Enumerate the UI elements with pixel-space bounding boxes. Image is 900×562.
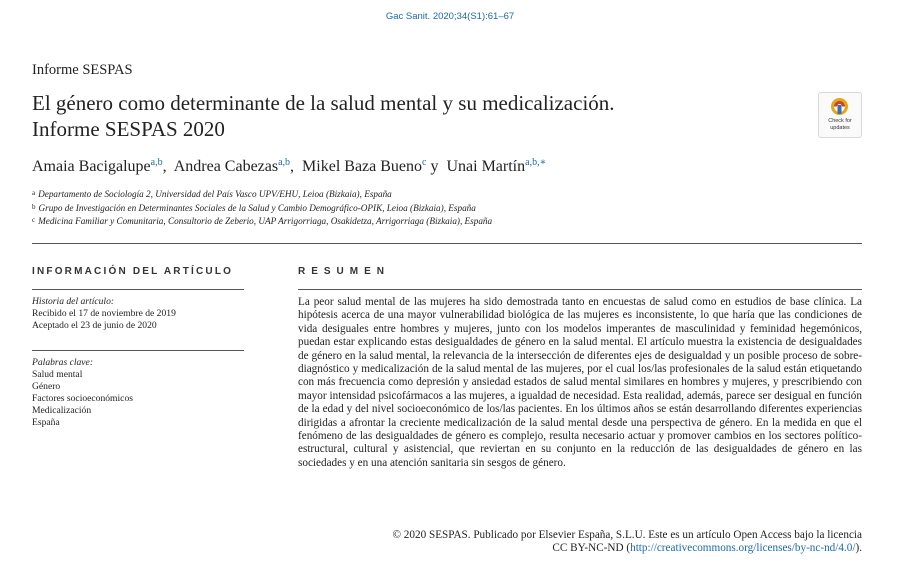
affiliations — [32, 187, 492, 228]
abstract-divider — [298, 289, 862, 290]
affiliation-item — [32, 214, 492, 228]
abstract-text: La peor salud mental de las mujeres ha sido demostrada tanto en encuestas de salud como en estudios de base clínica. La hipótesis acerca de una mayor vulnerabilidad biológica de las mujeres es inconsistente, lo que haría que las condiciones de vida desiguales entre hombres y mujeres, junto con los modelos imperantes de masculinidad y feminidad hegemónicos, puedan estar explicando estas desigualdades de género en la salud mental. El artículo muestra la existencia de desigualdades de género en la salud mental, la relevancia de la intersección de diferentes ejes de desigualdad y un posible proceso de sobre-diagnóstico y medicalización de la salud mental de las mujeres, por el cual los/las profesionales de la salud están etiquetando con más frecuencia como depresión y ansiedad estados de salud mental similares en hombres y mujeres, y prescribiendo con mayor intensidad psicofármacos a las mujeres, a igualdad de necesidad. Esta realidad, además, parece ser desigual en función de la edad y del nivel socioeconómico de los/las pacientes. En los últimos años se están desarrollando diferentes experiencias dirigidas a afrontar la creciente medicalización de la salud mental desde una perspectiva de género. En la medida en que el fenómeno de las desigualdades de género es complejo, resulta necesario actuar y promover cambios en los sectores político-estructural, cultural y asistencial, que reviertan en su conjunto en la reducción de las desigualdades de género en las sociedades y en una atención sanitaria sin sesgos de género. — [298, 296, 862, 469]
author-separator: , — [290, 158, 299, 175]
title-line-1: El género como determinante de la salud mental y su medicalización. — [32, 91, 615, 115]
badge-text — [819, 118, 861, 131]
author-affil-ref[interactable]: a,b — [278, 157, 291, 168]
license-prefix: CC BY-NC-ND ( — [552, 542, 631, 555]
affiliation-item — [32, 187, 492, 201]
affiliation-key: c — [32, 216, 36, 224]
info-divider — [32, 289, 244, 290]
author-list — [32, 158, 546, 176]
author-name[interactable]: Unai Martín — [446, 158, 526, 175]
section-label: Informe SESPAS — [32, 62, 133, 78]
received-date: Recibido el 17 de noviembre de 2019 — [32, 308, 176, 319]
author-name[interactable]: Andrea Cabezas — [173, 158, 279, 175]
history-label: Historia del artículo: — [32, 296, 115, 307]
accepted-date: Aceptado el 23 de junio de 2020 — [32, 320, 157, 331]
article-info-heading: INFORMACIÓN DEL ARTÍCULO — [32, 266, 234, 277]
author-name[interactable]: Amaia Bacigalupe — [32, 158, 151, 175]
license-link[interactable]: http://creativecommons.org/licenses/by-nc-nd/4.0/ — [630, 542, 856, 555]
badge-text-1: Check for — [828, 118, 852, 124]
crossmark-icon — [831, 98, 848, 115]
keyword-item: Salud mental — [32, 369, 83, 380]
affiliation-text: Grupo de Investigación en Determinantes Sociales de la Salud y Cambio Demográfico-OPIK, Leioa (Bizkaia), España — [38, 202, 476, 213]
license-suffix: ). — [855, 542, 862, 555]
author-affil-ref[interactable]: c — [422, 157, 427, 168]
author-separator: y — [426, 158, 443, 175]
keyword-item: España — [32, 417, 60, 428]
copyright-notice — [298, 529, 862, 556]
affiliation-item — [32, 201, 492, 215]
affiliation-text: Departamento de Sociología 2, Universidad del País Vasco UPV/EHU, Leioa (Bizkaia), España — [38, 189, 392, 199]
keyword-item: Factores socioeconómicos — [32, 393, 133, 404]
keywords — [32, 357, 133, 429]
keyword-item: Medicalización — [32, 405, 92, 416]
keywords-divider — [32, 350, 244, 351]
keywords-label: Palabras clave: — [32, 357, 94, 368]
copyright-line-2 — [298, 542, 862, 555]
check-for-updates-badge[interactable] — [818, 92, 862, 138]
keyword-item: Género — [32, 381, 61, 392]
affiliation-key: b — [32, 202, 36, 211]
article-title — [32, 90, 792, 142]
author-separator: , — [162, 158, 171, 175]
author-affil-ref[interactable]: a,b — [150, 157, 163, 168]
author-name[interactable]: Mikel Baza Bueno — [302, 158, 423, 175]
copyright-line-1: © 2020 SESPAS. Publicado por Elsevier España, S.L.U. Este es un artículo Open Access bajo la licencia — [392, 529, 862, 541]
article-history — [32, 296, 176, 332]
author-affil-ref[interactable]: a,b,∗ — [525, 157, 547, 168]
header-divider — [32, 243, 862, 244]
journal-citation[interactable]: Gac Sanit. 2020;34(S1):61–67 — [385, 11, 515, 22]
affiliation-text: Medicina Familiar y Comunitaria, Consultorio de Zeberio, UAP Arrigorriaga, Osakidetza, Arrigorriaga (Bizkaia), España — [38, 216, 493, 226]
abstract-heading: RESUMEN — [298, 266, 391, 277]
title-line-2: Informe SESPAS 2020 — [32, 117, 225, 141]
affiliation-key: a — [32, 189, 36, 197]
badge-text-2: updates — [830, 124, 850, 131]
